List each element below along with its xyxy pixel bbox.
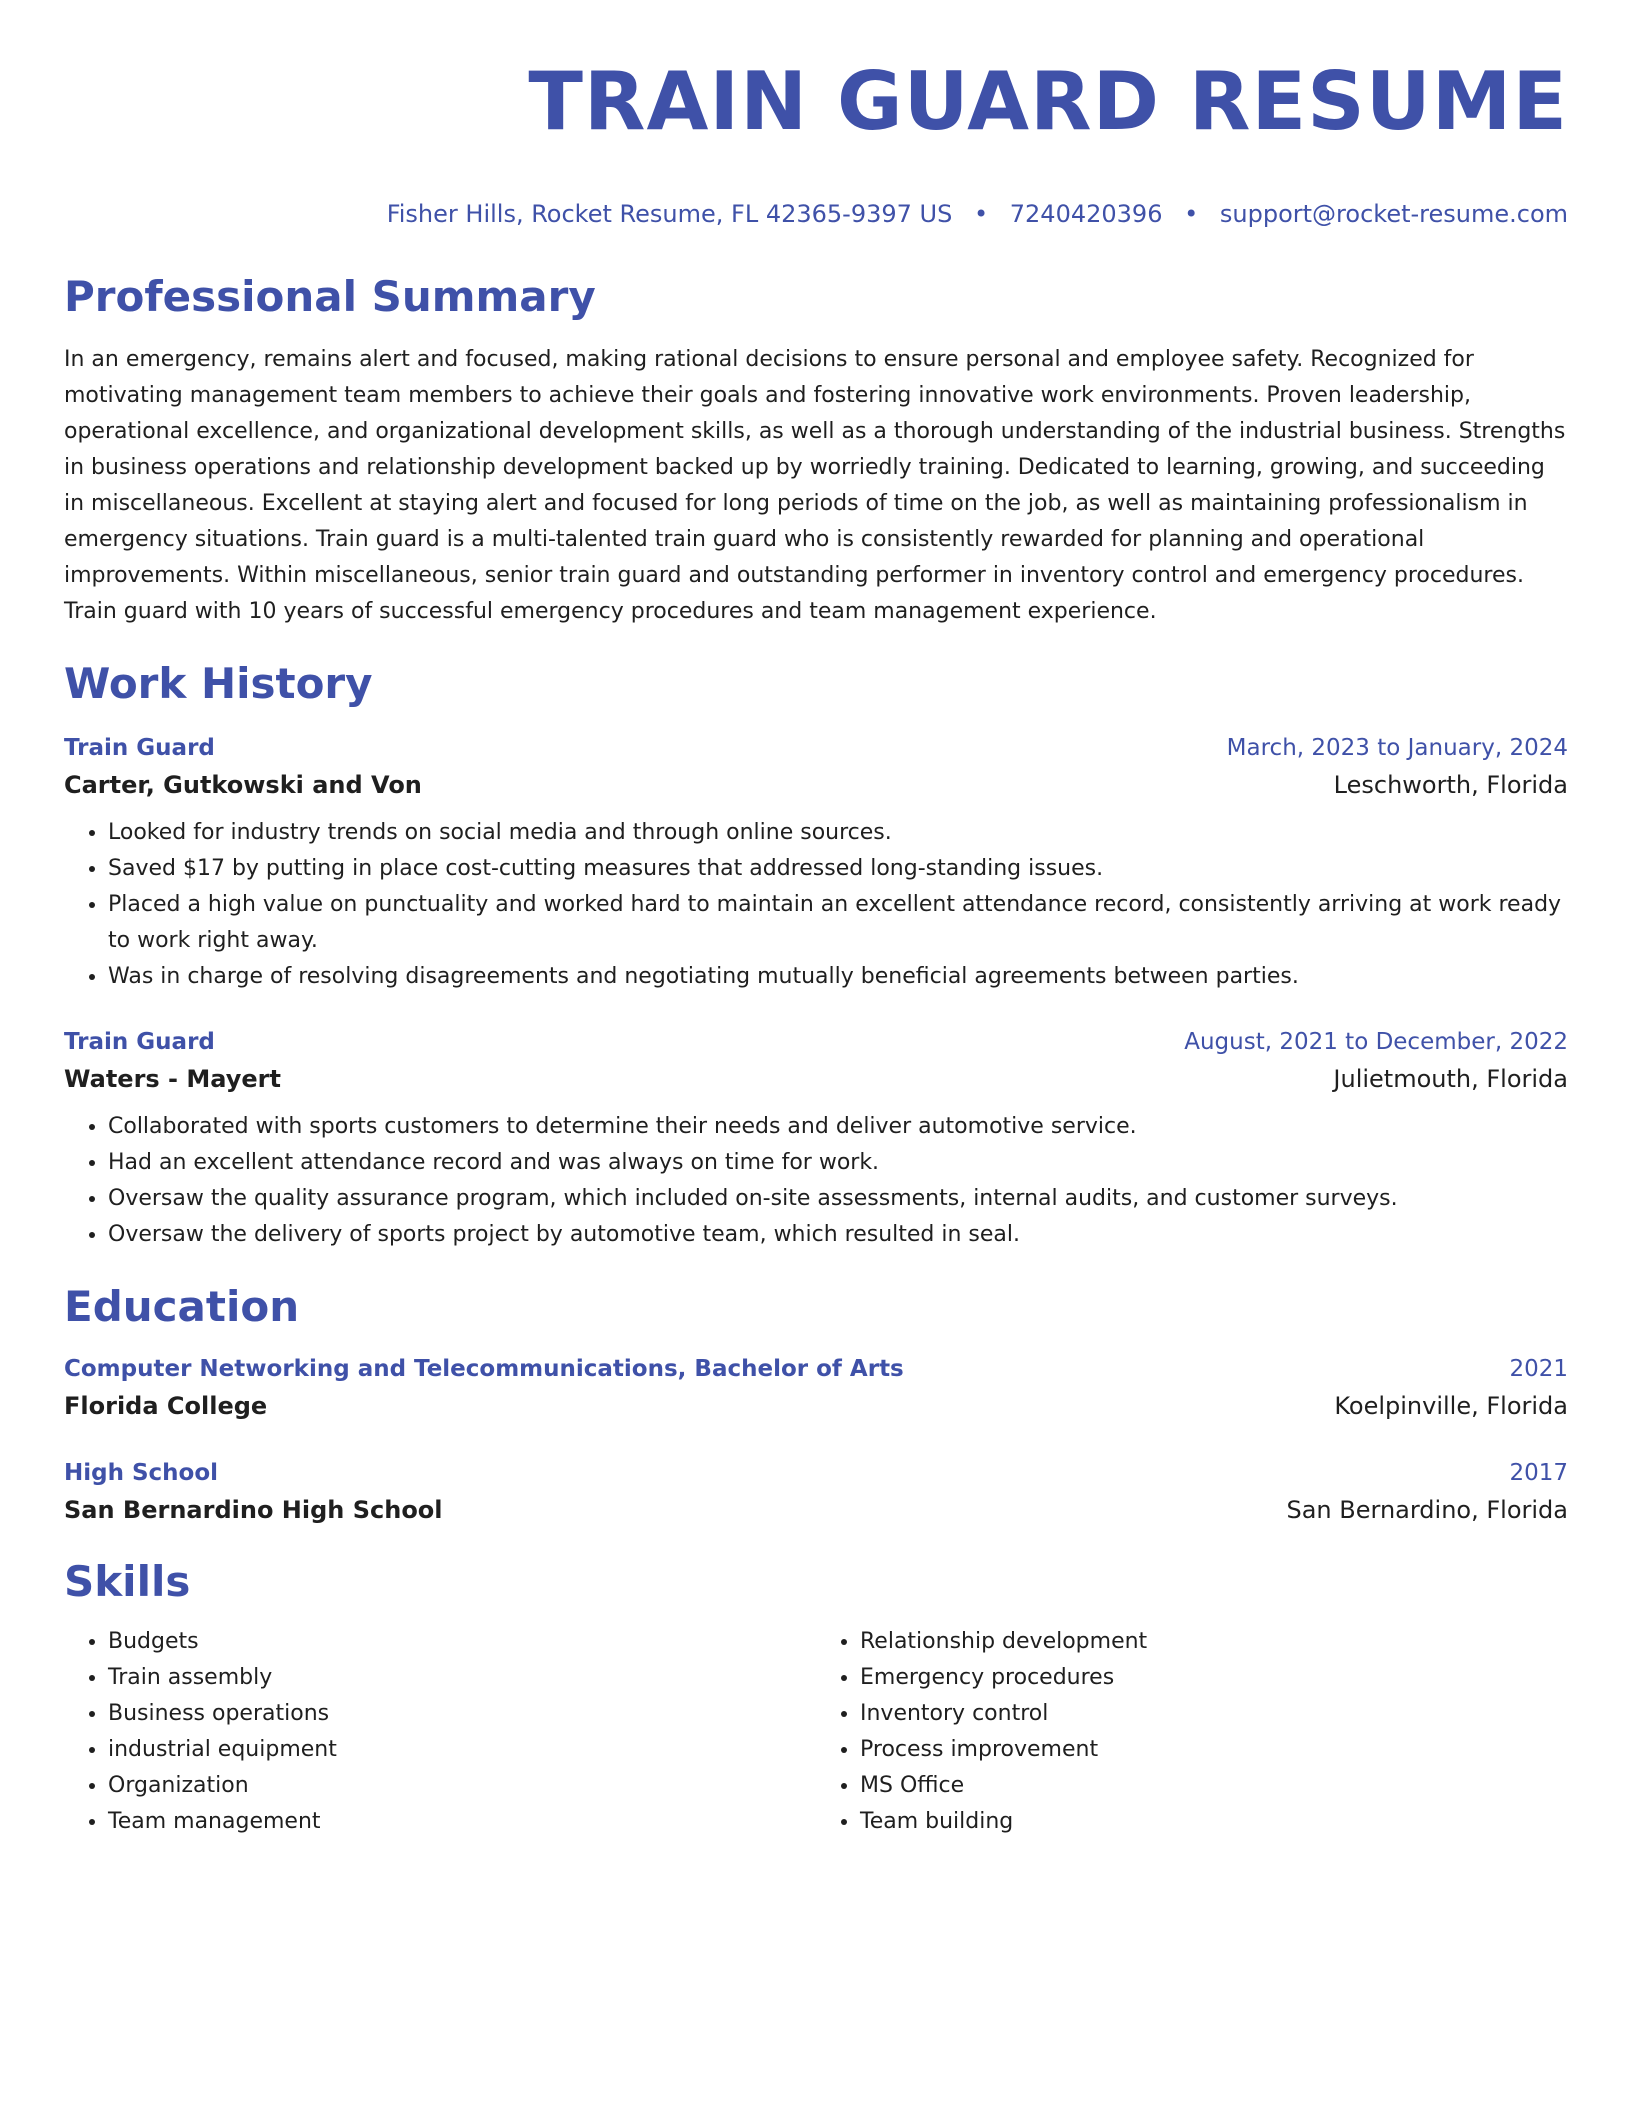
skills-column-right (816, 1624, 1568, 1840)
contact-email: support@rocket-resume.com (1219, 200, 1568, 228)
education-degree: High School (64, 1460, 219, 1486)
job-bullets (64, 1109, 1568, 1253)
education-year: 2021 (1509, 1356, 1568, 1382)
job-company: Waters - Mayert (64, 1065, 281, 1093)
education-heading: Education (64, 1282, 300, 1331)
list-item: • Oversaw the delivery of sports project by automotive team, which resulted in seal. (108, 1217, 1568, 1253)
education-school: Florida College (64, 1392, 268, 1420)
contact-separator: • (1184, 200, 1199, 228)
skills-column-left (64, 1624, 816, 1840)
list-item: • Oversaw the quality assurance program, which included on-site assessments, internal audits, and customer surveys. (108, 1181, 1568, 1217)
resume-title: TRAIN GUARD RESUME (528, 55, 1568, 148)
contact-separator: • (973, 200, 989, 228)
contact-line (64, 198, 1568, 230)
list-item: • Emergency procedures (860, 1660, 1568, 1696)
list-item: • Team building (860, 1804, 1568, 1840)
job-role: Train Guard (64, 1029, 215, 1055)
list-item: • Budgets (108, 1624, 816, 1660)
education-degree: Computer Networking and Telecommunications, Bachelor of Arts (64, 1356, 904, 1382)
job-dates: August, 2021 to December, 2022 (1184, 1029, 1568, 1055)
list-item: • Collaborated with sports customers to determine their needs and deliver automotive service. (108, 1109, 1568, 1145)
contact-phone: 7240420396 (1009, 200, 1163, 228)
education-location: San Bernardino, Florida (1286, 1496, 1568, 1524)
list-item: • Placed a high value on punctuality and worked hard to maintain an excellent attendance record, consistently arriving at work ready to work right away. (108, 887, 1568, 959)
contact-address: Fisher Hills, Rocket Resume, FL 42365-9397 US (386, 200, 953, 228)
job-dates: March, 2023 to January, 2024 (1226, 735, 1568, 761)
summary-text: In an emergency, remains alert and focused, making rational decisions to ensure personal and employee safety. Recognized for motivating management team members to achieve their goals and fostering innovative work environments. Proven leadership, operational excellence, and organizational development skills, as well as a thorough understanding of the industrial business. Strengths in business operations and relationship development backed up by worriedly training. Dedicated to learning, growing, and succeeding in miscellaneous. Excellent at staying alert and focused for long periods of time on the job, as well as maintaining professionalism in emergency situations. Train guard is a multi-talented train guard who is consistently rewarded for planning and operational improvements. Within miscellaneous, senior train guard and outstanding performer in inventory control and emergency procedures. Train guard with 10 years of successful emergency procedures and team management experience. (64, 347, 1566, 624)
job-role: Train Guard (64, 735, 215, 761)
list-item: • Process improvement (860, 1732, 1568, 1768)
summary-heading: Professional Summary (64, 272, 596, 321)
job-bullets (64, 815, 1568, 995)
list-item: • Organization (108, 1768, 816, 1804)
list-item: • Saved $17 by putting in place cost-cutting measures that addressed long-standing issues. (108, 851, 1568, 887)
list-item: • Train assembly (108, 1660, 816, 1696)
job-entry (64, 731, 1568, 995)
education-entry (64, 1352, 1568, 1426)
job-location: Leschworth, Florida (1333, 771, 1568, 799)
list-item: • industrial equipment (108, 1732, 816, 1768)
job-entry (64, 1025, 1568, 1253)
list-item: • Inventory control (860, 1696, 1568, 1732)
job-company: Carter, Gutkowski and Von (64, 771, 422, 799)
list-item: • Relationship development (860, 1624, 1568, 1660)
education-location: Koelpinville, Florida (1334, 1392, 1568, 1420)
skills-heading: Skills (64, 1557, 191, 1606)
list-item: • MS Office (860, 1768, 1568, 1804)
job-location: Julietmouth, Florida (1333, 1065, 1568, 1093)
list-item: • Looked for industry trends on social media and through online sources. (108, 815, 1568, 851)
education-year: 2017 (1509, 1460, 1568, 1486)
education-school: San Bernardino High School (64, 1496, 443, 1524)
list-item: • Had an excellent attendance record and was always on time for work. (108, 1145, 1568, 1181)
skills-list (64, 1624, 1568, 1840)
education-entry (64, 1456, 1568, 1530)
work-history-heading: Work History (64, 659, 373, 708)
list-item: • Business operations (108, 1696, 816, 1732)
list-item: • Was in charge of resolving disagreements and negotiating mutually beneficial agreements between parties. (108, 959, 1568, 995)
list-item: • Team management (108, 1804, 816, 1840)
